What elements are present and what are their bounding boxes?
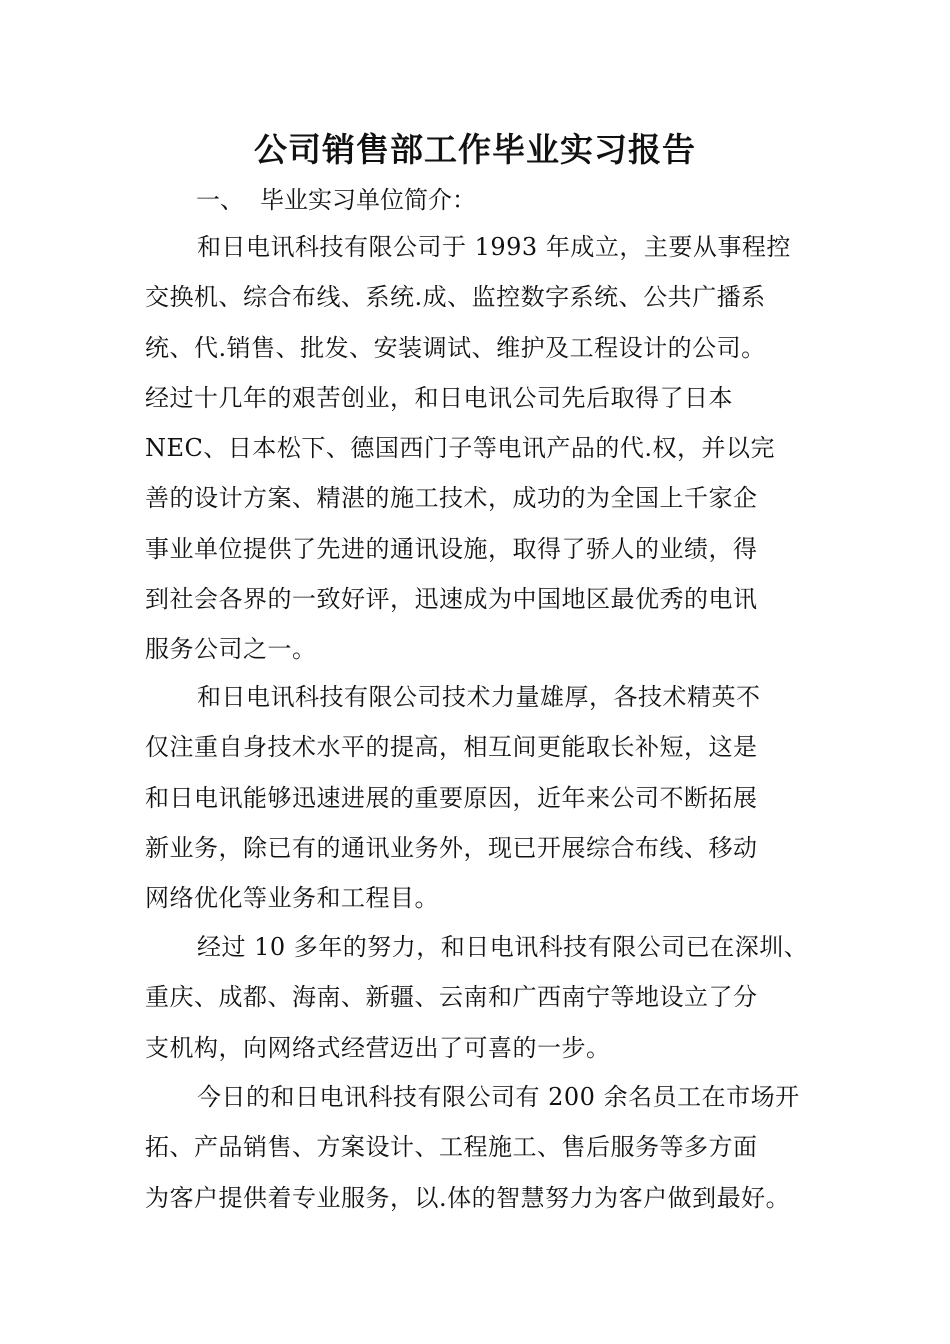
section-heading-text: 毕业实习单位简介： (260, 186, 476, 214)
paragraph-line: 交换机、综合布线、系统.成、监控数字系统、公共广播系 (145, 283, 766, 312)
paragraph-3 (145, 922, 815, 1073)
paragraph-line: 统、代.销售、批发、安装调试、维护及工程设计的公司。 (145, 333, 766, 362)
document-title: 公司销售部工作毕业实习报告 (254, 130, 696, 169)
paragraph-line: 服务公司之一。 (145, 635, 317, 664)
paragraph-line: 支机构，向网络式经营迈出了可喜的一步。 (145, 1033, 611, 1062)
paragraph-2 (145, 672, 815, 923)
paragraph-line: 经过十几年的艰苦创业，和日电讯公司先后取得了日本 (145, 383, 733, 412)
paragraph-line: 到社会各界的一致好评，迅速成为中国地区最优秀的电讯 (145, 585, 758, 614)
paragraph-line: 今日的和日电讯科技有限公司有 200 余名员工在市场开 (197, 1083, 800, 1111)
paragraph-line: 为客户提供着专业服务，以.体的智慧努力为客户做到最好。 (145, 1183, 791, 1212)
paragraph-line: 重庆、成都、海南、新疆、云南和广西南宁等地设立了分 (145, 983, 758, 1012)
paragraph-1 (145, 222, 815, 675)
paragraph-line: NEC、日本松下、德国西门子等电讯产品的代.权，并以完 (145, 434, 776, 463)
paragraph-line: 事业单位提供了先进的通讯设施，取得了骄人的业绩，得 (145, 534, 758, 563)
paragraph-line: 和日电讯能够迅速进展的重要原因，近年来公司不断拓展 (145, 783, 758, 812)
paragraph-line: 经过 10 多年的努力，和日电讯科技有限公司已在深圳、 (197, 933, 809, 961)
paragraph-4 (145, 1072, 815, 1223)
paragraph-line: 网络优化等业务和工程目。 (145, 884, 439, 913)
paragraph-line: 和日电讯科技有限公司于 1993 年成立，主要从事程控 (197, 233, 791, 261)
paragraph-line: 拓、产品销售、方案设计、工程施工、售后服务等多方面 (145, 1133, 758, 1162)
paragraph-line: 仅注重自身技术水平的提高，相互间更能取长补短，这是 (145, 733, 758, 762)
section-number: 一、 (196, 186, 244, 214)
paragraph-line: 善的设计方案、精湛的施工技术，成功的为全国上千家企 (145, 484, 758, 513)
paragraph-line: 和日电讯科技有限公司技术力量雄厚，各技术精英不 (197, 683, 761, 711)
paragraph-line: 新业务，除已有的通讯业务外，现已开展综合布线、移动 (145, 833, 758, 862)
section-heading (196, 180, 476, 220)
